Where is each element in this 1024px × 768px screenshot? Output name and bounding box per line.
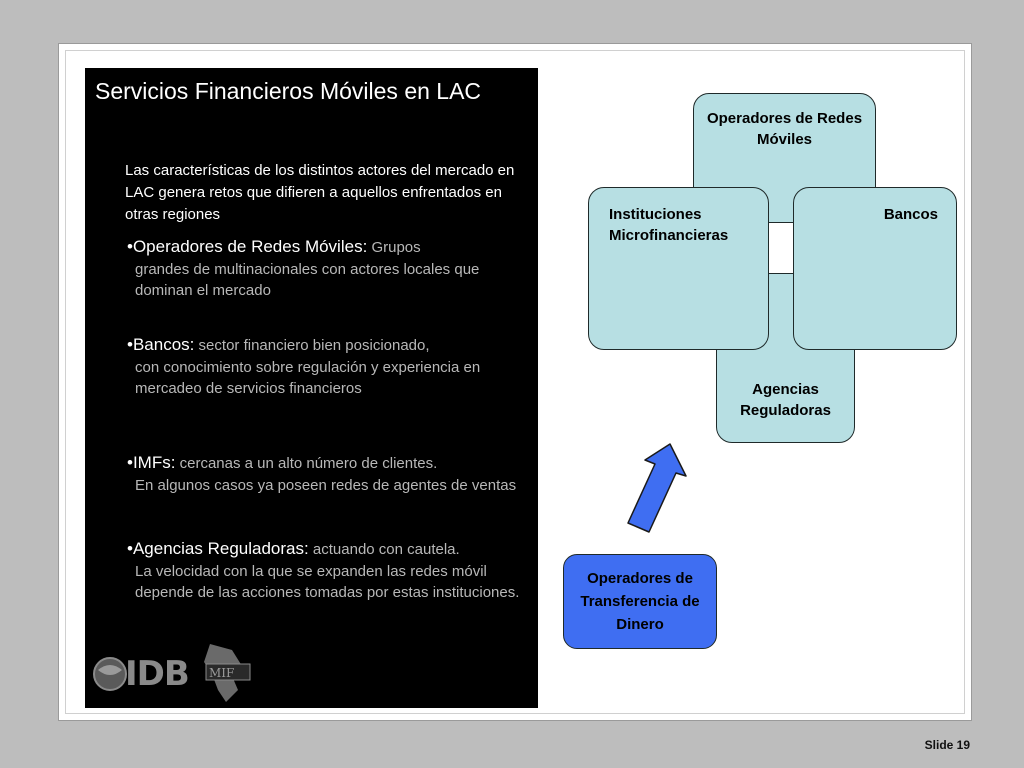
bullet-agencias bbox=[127, 538, 527, 603]
svg-text:MIF: MIF bbox=[209, 666, 235, 680]
bullet-desc: Grupos bbox=[367, 239, 421, 256]
slide-title: Servicios Financieros Móviles en LAC bbox=[95, 78, 482, 104]
arrow-up-icon bbox=[620, 440, 690, 535]
bullet-term: •Operadores de Redes Móviles: bbox=[127, 237, 368, 256]
bullet-desc-cont: grandes de multinacionales con actores locales que dominan el mercado bbox=[135, 261, 480, 299]
box-agencias: Agencias Reguladoras bbox=[716, 268, 855, 443]
bullet-bancos bbox=[127, 334, 527, 399]
box-transferencia: Operadores de Transferencia de Dinero bbox=[563, 554, 717, 649]
bullet-term: •IMFs: bbox=[127, 453, 176, 472]
box-bancos: Bancos bbox=[793, 187, 957, 350]
box-operadores-redes: Operadores de Redes Móviles bbox=[693, 93, 876, 223]
bullet-desc: sector financiero bien posicionado, bbox=[194, 337, 430, 354]
bullet-desc: actuando con cautela. bbox=[308, 541, 460, 558]
intro-text: Las características de los distintos actores del mercado en LAC genera retos que difieren a aquellos enfrentados en otras regiones bbox=[125, 162, 515, 223]
box-microfinancieras: Instituciones Microfinancieras bbox=[588, 187, 769, 350]
bullet-desc: cercanas a un alto número de clientes. bbox=[175, 455, 438, 472]
bullet-term: •Bancos: bbox=[127, 335, 195, 354]
bullet-desc-cont: con conocimiento sobre regulación y experiencia en mercadeo de servicios financieros bbox=[135, 359, 481, 397]
bullet-desc-cont: En algunos casos ya poseen redes de agentes de ventas bbox=[135, 477, 517, 494]
bullet-desc-cont: La velocidad con la que se expanden las redes móvil depende de las acciones tomadas por estas instituciones. bbox=[135, 563, 520, 601]
diagram-center bbox=[769, 222, 793, 274]
slide-number: Slide 19 bbox=[924, 738, 970, 752]
idb-logo-text: IDB bbox=[125, 654, 189, 694]
bullet-imfs bbox=[127, 452, 527, 496]
bullet-operadores bbox=[127, 236, 527, 301]
bullet-term: •Agencias Reguladoras: bbox=[127, 539, 309, 558]
